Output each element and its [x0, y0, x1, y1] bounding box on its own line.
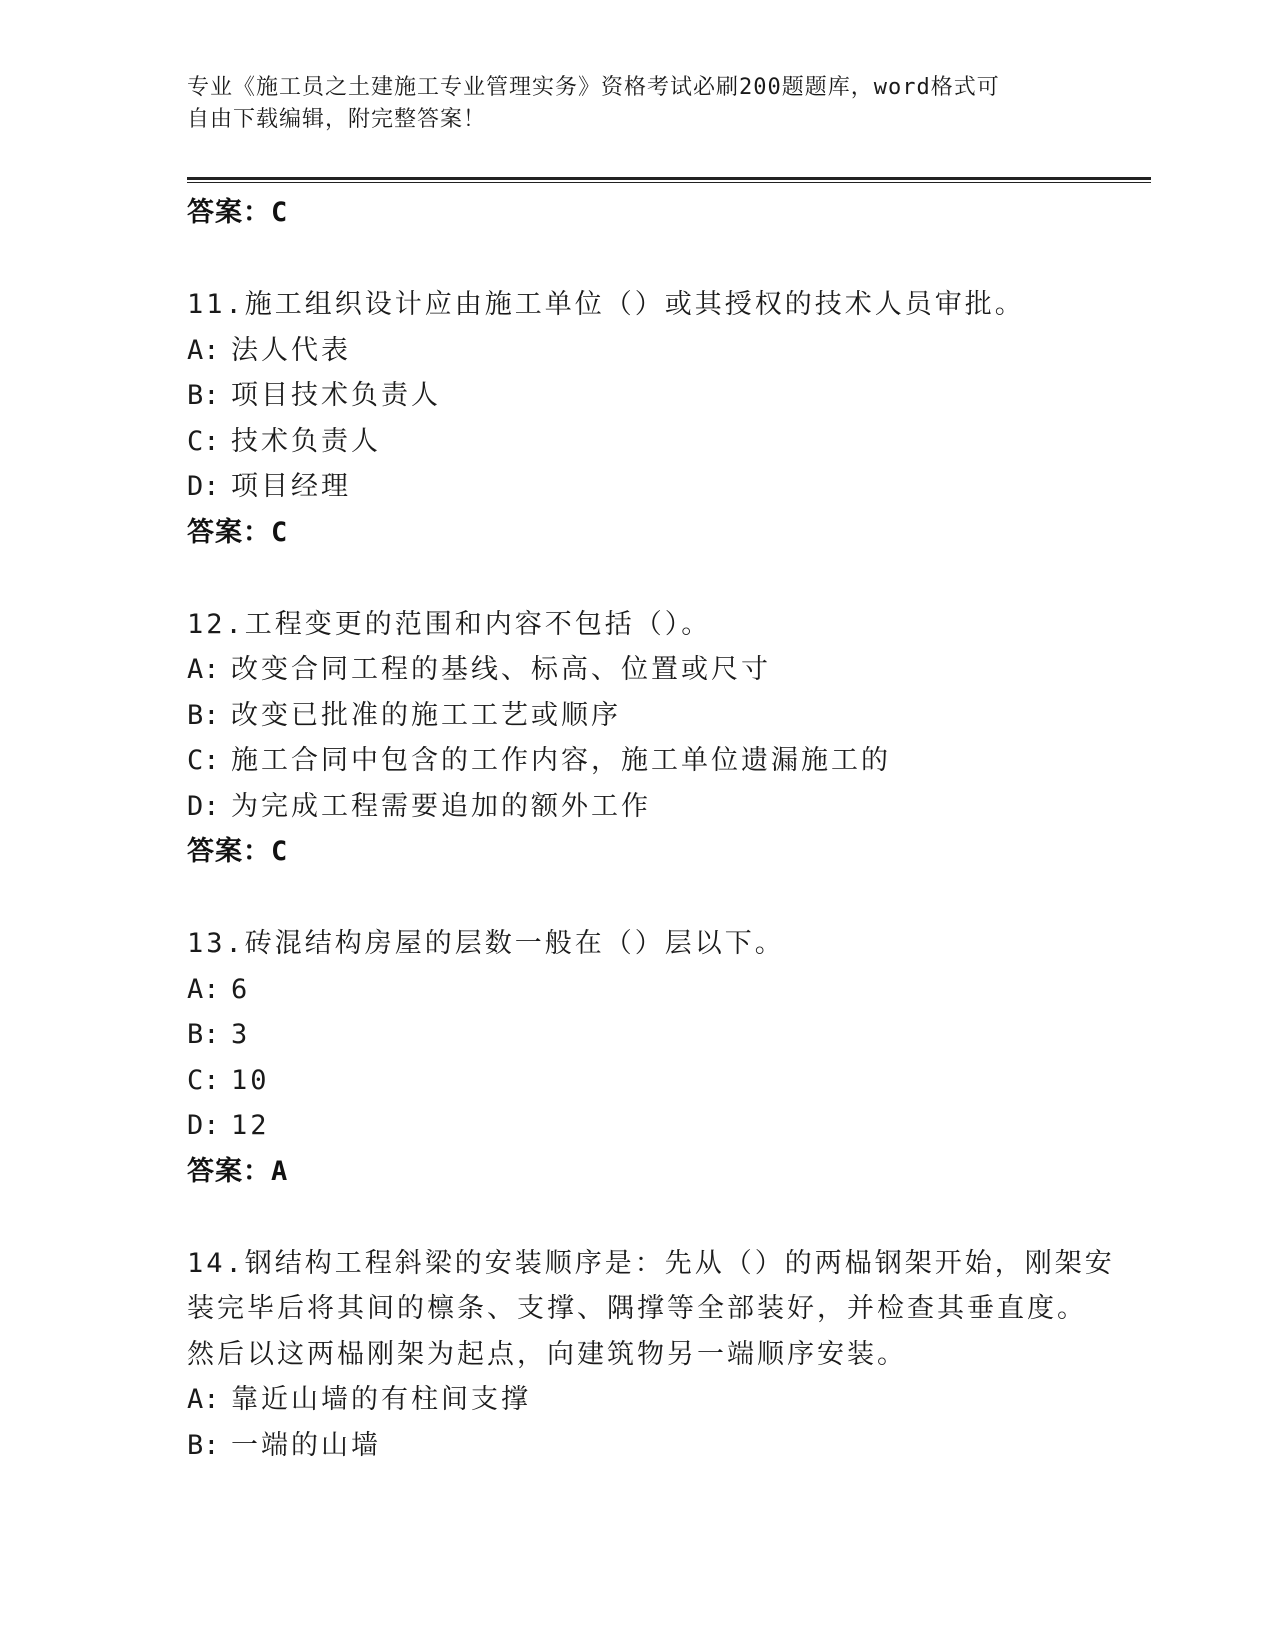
header-divider-thin — [187, 182, 1151, 183]
question-stem: 12.工程变更的范围和内容不包括（）。 — [187, 608, 712, 640]
option-label: D: — [187, 471, 220, 502]
option-text: 10 — [231, 1064, 270, 1096]
answer-line: 答案：A — [187, 1155, 289, 1187]
option-text: 项目经理 — [231, 471, 351, 502]
option-b — [187, 1012, 1117, 1058]
spacer — [187, 555, 1117, 602]
question-stem: 13.砖混结构房屋的层数一般在（）层以下。 — [187, 928, 785, 959]
question-block — [187, 921, 1117, 1194]
option-b — [187, 373, 1117, 419]
option-text: 法人代表 — [231, 334, 351, 366]
question-stem-line-3: 然后以这两榀刚架为起点，向建筑物另一端顺序安装。 — [187, 1338, 907, 1370]
header-divider-thick — [187, 177, 1151, 180]
spacer — [187, 235, 1117, 282]
option-text: 改变合同工程的基线、标高、位置或尺寸 — [231, 654, 771, 685]
option-a — [187, 647, 1117, 693]
answer-line: 答案：C — [187, 197, 289, 228]
answer-line: 答案：C — [187, 836, 289, 867]
answer-line: 答案：C — [187, 516, 289, 548]
option-label: B: — [187, 1019, 220, 1050]
question-stem: 11.施工组织设计应由施工单位（）或其授权的技术人员审批。 — [187, 289, 1025, 320]
option-label: D: — [187, 790, 220, 822]
option-label: C: — [187, 1064, 220, 1096]
option-text: 12 — [231, 1110, 270, 1141]
header-line-2: 自由下载编辑，附完整答案！ — [187, 107, 487, 132]
option-a — [187, 967, 1117, 1013]
option-c — [187, 419, 1117, 465]
option-label: C: — [187, 745, 220, 776]
option-label: C: — [187, 425, 220, 457]
option-label: A: — [187, 973, 220, 1005]
option-text: 一端的山墙 — [231, 1429, 381, 1461]
option-label: B: — [187, 380, 220, 411]
option-text: 改变已批准的施工工艺或顺序 — [231, 699, 621, 731]
option-label: A: — [187, 654, 220, 685]
option-a — [187, 328, 1117, 374]
option-text: 靠近山墙的有柱间支撑 — [231, 1384, 531, 1415]
question-stem-line-2: 装完毕后将其间的檩条、支撑、隅撑等全部装好，并检查其垂直度。 — [187, 1293, 1087, 1324]
spacer — [187, 874, 1117, 921]
option-text: 6 — [231, 973, 251, 1005]
option-label: B: — [187, 699, 220, 731]
option-text: 项目技术负责人 — [231, 380, 441, 411]
question-list — [187, 190, 1117, 1468]
option-a — [187, 1377, 1117, 1423]
option-d — [187, 784, 1117, 830]
option-c — [187, 1058, 1117, 1104]
option-b — [187, 1423, 1117, 1469]
option-text: 为完成工程需要追加的额外工作 — [231, 790, 651, 822]
option-text: 技术负责人 — [231, 425, 381, 457]
option-c — [187, 738, 1117, 784]
option-text: 施工合同中包含的工作内容，施工单位遗漏施工的 — [231, 745, 891, 776]
option-b — [187, 693, 1117, 739]
question-block — [187, 602, 1117, 875]
page-header — [187, 72, 1087, 136]
option-d — [187, 1103, 1117, 1149]
option-text: 3 — [231, 1019, 251, 1050]
question-stem-line-1: 14.钢结构工程斜梁的安装顺序是：先从（）的两榀钢架开始，刚架安 — [187, 1247, 1115, 1279]
option-label: A: — [187, 1384, 220, 1415]
question-block — [187, 1241, 1117, 1469]
header-line-1: 专业《施工员之土建施工专业管理实务》资格考试必刷200题题库，word格式可 — [187, 75, 1000, 100]
question-block — [187, 282, 1117, 555]
option-label: A: — [187, 334, 220, 366]
option-label: B: — [187, 1429, 220, 1461]
option-label: D: — [187, 1110, 220, 1141]
spacer — [187, 1194, 1117, 1241]
option-d — [187, 464, 1117, 510]
